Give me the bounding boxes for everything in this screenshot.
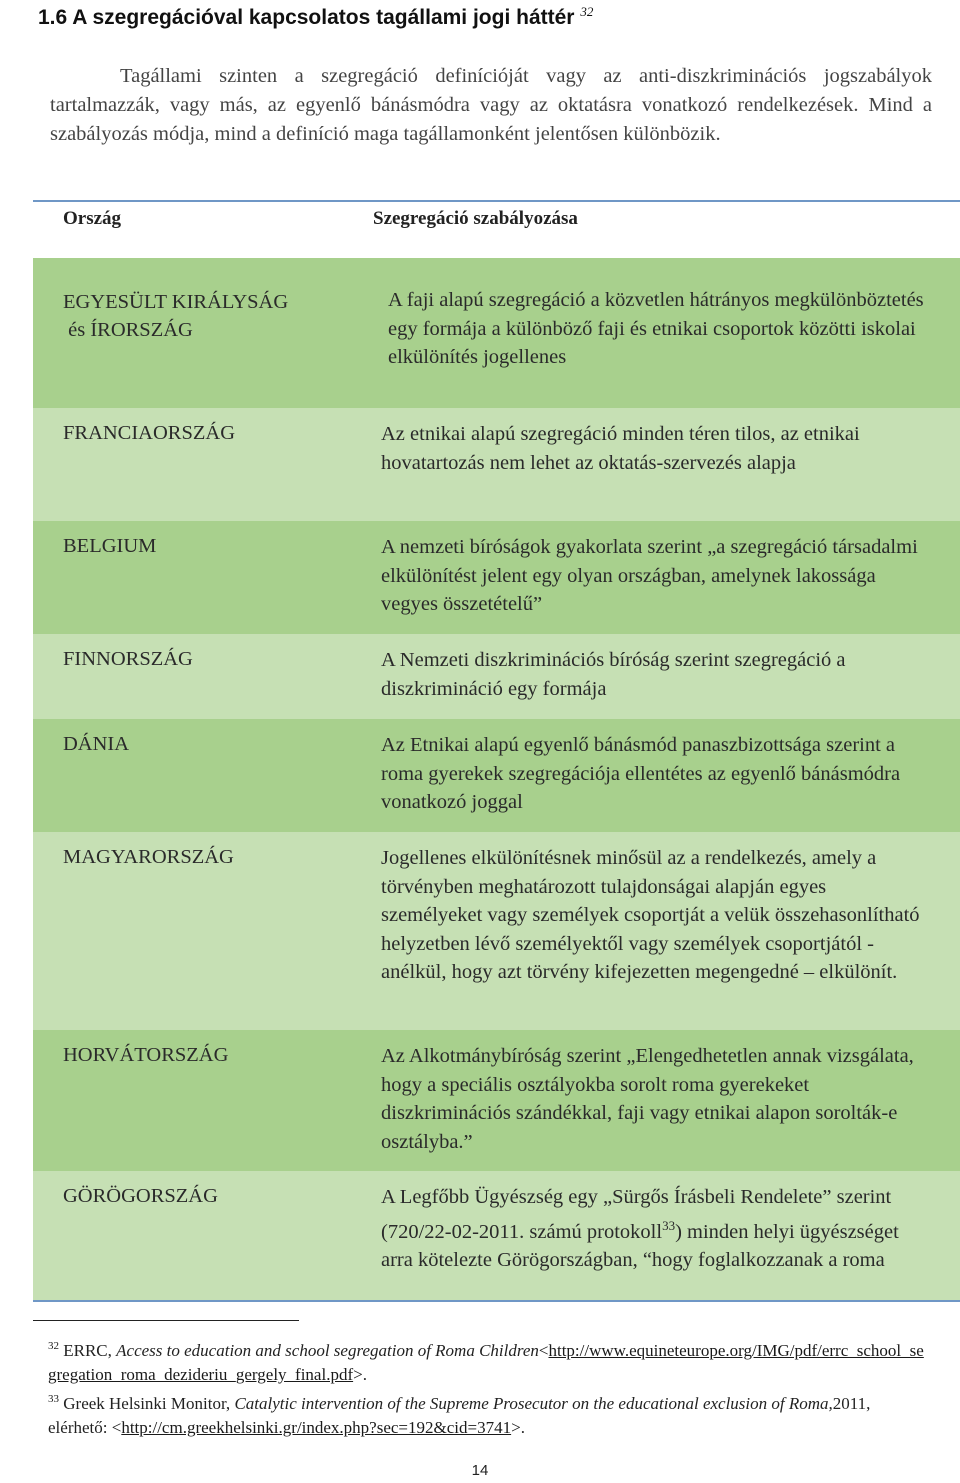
regulation-cell: A Nemzeti diszkriminációs bíróság szerint szegregáció a diszkrimináció egy formája (343, 634, 960, 719)
regulation-cell: Jogellenes elkülönítésnek minősül az a rendelkezés, amely a törvényben meghatározott tulajdonságai alapján egyes személyeket vagy személyek csoportját a velük összehasonlítható helyzetben lévő személyektől vagy személyek csoportjától - anélkül, hogy azt törvény kifejezetten megengedné – elkülönít. (343, 832, 960, 1030)
footnote-title: Access to education and school segregation of Roma Children (116, 1341, 539, 1360)
country-name: BELGIUM (33, 521, 343, 634)
table-row (33, 634, 960, 719)
footnote-source: ERRC, (59, 1341, 117, 1360)
country-name: MAGYARORSZÁG (33, 832, 343, 1030)
heading-footnote-ref[interactable]: 32 (580, 4, 594, 19)
regulation-text: ) minden helyi ügyészséget arra kötelezte Görögországban, “hogy foglalkozzanak a roma (381, 1220, 899, 1271)
regulation-cell: Az Etnikai alapú egyenlő bánásmód panaszbizottsága szerint a roma gyerekek szegregációja ellentétes az egyenlő bánásmódra vonatkozó joggal (343, 719, 960, 832)
header-regulation: Szegregáció szabályozása (373, 208, 578, 229)
section-heading (38, 4, 593, 30)
regulation-cell (343, 1171, 960, 1300)
segregation-table (33, 200, 960, 1302)
table-row (33, 1171, 960, 1300)
footnote-text: 2011, elérhető: < (48, 1394, 871, 1437)
footnote-separator (33, 1320, 299, 1321)
table-row (33, 832, 960, 1030)
header-country: Ország (63, 208, 122, 229)
country-name: DÁNIA (33, 719, 343, 832)
country-name: és ÍRORSZÁG (63, 319, 193, 341)
footnote-link[interactable]: http://cm.greekhelsinki.gr/index.php?sec=192&cid=3741 (121, 1418, 512, 1437)
bracket-close: >. (353, 1365, 367, 1384)
bracket-open: < (538, 1341, 549, 1360)
footnote-number: 32 (48, 1340, 59, 1352)
table-row (33, 521, 960, 634)
table-row (33, 1030, 960, 1171)
footnote-source: Greek Helsinki Monitor, (59, 1394, 235, 1413)
country-name: HORVÁTORSZÁG (33, 1030, 343, 1171)
table-row (33, 719, 960, 832)
country-name: GÖRÖGORSZÁG (33, 1171, 343, 1300)
country-name: FINNORSZÁG (33, 634, 343, 719)
footnote-32 (48, 1334, 928, 1387)
footnote-title: Catalytic intervention of the Supreme Prosecutor on the educational exclusion of Roma, (234, 1394, 833, 1413)
footnote-ref-33[interactable]: 33 (662, 1217, 676, 1233)
intro-paragraph: Tagállami szinten a szegregáció definícióját vagy az anti-diszkriminációs jogszabályok tartalmazzák, vagy más, az egyenlő bánásmódra vagy az oktatásra vonatkozó rendelkezések. Mind a szabályozás módja, mind a definíció maga tagállamonként jelentősen különbözik. (50, 65, 932, 145)
heading-text: 1.6 A szegregációval kapcsolatos tagállami jogi háttér (38, 6, 575, 29)
table-bottom-border (33, 1300, 960, 1302)
country-name: FRANCIAORSZÁG (33, 408, 343, 521)
country-cell (33, 258, 343, 408)
footnote-33 (48, 1387, 928, 1440)
regulation-cell: A nemzeti bíróságok gyakorlata szerint „a szegregáció társadalmi elkülönítést jelent egy olyan országban, amelynek lakossága vegyes összetételű” (343, 521, 960, 634)
regulation-cell: Az Alkotmánybíróság szerint „Elengedhetetlen annak vizsgálata, hogy a speciális osztályokba sorolt roma gyerekeket diszkriminációs szándékkal, faji vagy etnikai alapon sorolták-e osztályba.” (343, 1030, 960, 1171)
country-name: EGYESÜLT KIRÁLYSÁG (63, 291, 289, 313)
regulation-text: A Legfőbb Ügyészség egy „Sürgős Írásbeli Rendelete” szerint (720/22-02-2011. számú protokoll (381, 1186, 892, 1243)
table-row (33, 408, 960, 521)
footnotes (48, 1334, 928, 1440)
regulation-cell: A faji alapú szegregáció a közvetlen hátrányos megkülönböztetés egy formája a különböző faji és etnikai csoportok közötti iskolai elkülönítés jogellenes (343, 258, 960, 408)
regulation-cell: Az etnikai alapú szegregáció minden téren tilos, az etnikai hovatartozás nem lehet az oktatás-szervezés alapja (343, 408, 960, 521)
table-row (33, 258, 960, 408)
footnote-link[interactable]: http://www.equineteurope.org/IMG/pdf/errc_school_segregation_roma_dezideriu_gergely_final.pdf (48, 1341, 924, 1384)
page-number: 14 (471, 1462, 489, 1479)
table-header (33, 202, 960, 258)
footnote-number: 33 (48, 1393, 59, 1405)
bracket-close: >. (511, 1418, 525, 1437)
